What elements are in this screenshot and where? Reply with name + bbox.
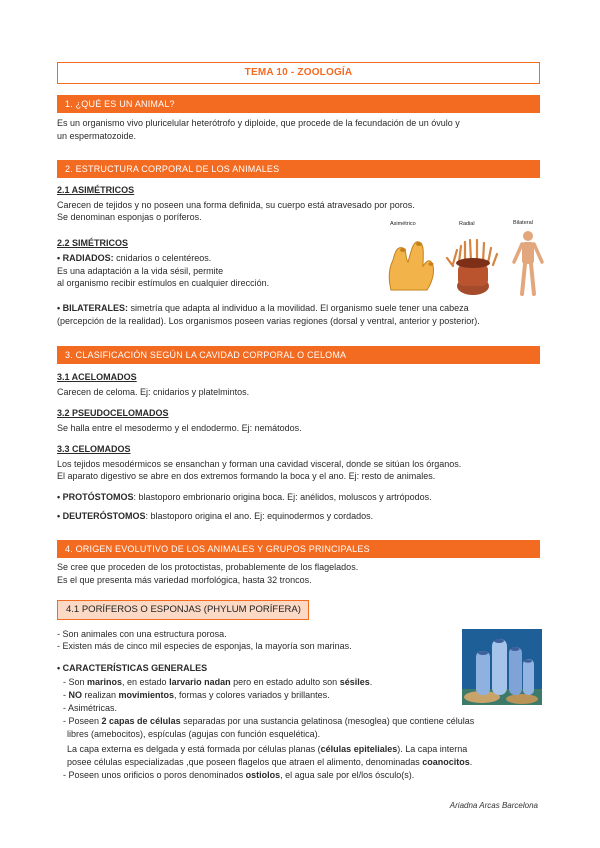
bilaterales-text: simetría que adapta al individuo a la movilidad. El organismo suele tener una cabeza <box>127 303 469 313</box>
c1-part-c: , en estado <box>122 677 170 687</box>
c7-coanocitos: coanocitos <box>422 757 470 767</box>
char-epiteliales-line <box>67 743 467 756</box>
s2-radiados-line <box>57 252 211 265</box>
char-coanocitos-line <box>67 756 472 769</box>
c1-sesiles: sésiles <box>339 677 370 687</box>
c4-capas: 2 capas de células <box>101 716 181 726</box>
deuterostomos-text: : blastoporo origina el ano. Ej: equinodermos y cordados. <box>145 511 374 521</box>
char-movimientos-line <box>63 689 330 702</box>
sponge-photo <box>462 629 542 705</box>
figure-label-radial: Radial <box>459 221 475 227</box>
bilaterales-label: • BILATERALES: <box>57 303 128 313</box>
c4-part-a: - Poseen <box>63 716 102 726</box>
anemone-illustration <box>447 240 497 295</box>
s3-pseudocelomados-text: Se halla entre el mesodermo y el endodermo. Ej: nemátodos. <box>57 423 302 433</box>
char-asimetricas-line: - Asimétricas. <box>63 703 118 713</box>
radiados-text: cnidarios o celentéreos. <box>113 253 212 263</box>
s2-asim-line-2: Se denominan esponjas o poríferos. <box>57 212 202 222</box>
s2-rad-line-3: al organismo recibir estímulos en cualquier dirección. <box>57 278 270 288</box>
c2-part-e: , formas y colores variados y brillantes. <box>174 690 330 700</box>
section-1-header: 1. ¿QUÉ ES UN ANIMAL? <box>57 95 540 113</box>
s3-protostomos-line <box>57 491 432 504</box>
c1-marinos: marinos <box>87 677 123 687</box>
c2-part-c: realizan <box>82 690 119 700</box>
s2-rad-line-2: Es una adaptación a la vida sésil, permite <box>57 266 224 276</box>
radiados-label: • RADIADOS: <box>57 253 114 263</box>
c2-movimientos: movimientos <box>118 690 175 700</box>
c6-part-c: ). La capa interna <box>397 744 468 754</box>
s3-heading-pseudocelomados: 3.2 PSEUDOCELOMADOS <box>57 408 169 418</box>
symmetry-figure <box>383 228 548 298</box>
c7-part-c: . <box>469 757 473 767</box>
char-marinos-line <box>63 676 372 689</box>
human-figure-illustration <box>514 231 542 294</box>
char-ostiolos-line <box>63 769 414 782</box>
s2-heading-asimetricos: 2.1 ASIMÉTRICOS <box>57 185 135 195</box>
s4-line-2: Es el que presenta más variedad morfológica, hasta 32 troncos. <box>57 575 312 585</box>
document-title: TEMA 10 - ZOOLOGÍA <box>57 62 540 84</box>
char-capas-line-2: libres (amebocitos), espículas (agujas con función esquelética). <box>67 729 321 739</box>
figure-label-bilateral: Bilateral <box>513 220 533 226</box>
c8-part-c: , el agua sale por el/los ósculo(s). <box>280 770 415 780</box>
c1-part-a: - Son <box>63 677 88 687</box>
caracteristicas-heading: • CARACTERÍSTICAS GENERALES <box>57 663 208 673</box>
author-footer: Ariadna Arcas Barcelona <box>449 801 538 810</box>
char-capas-line <box>63 715 474 728</box>
c2-no: NO <box>68 690 82 700</box>
c1-part-g: . <box>369 677 373 687</box>
section-4-header: 4. ORIGEN EVOLUTIVO DE LOS ANIMALES Y GRUPOS PRINCIPALES <box>57 540 540 558</box>
s1-line-1: Es un organismo vivo pluricelular heterótrofo y diploide, que procede de la fecundación de un óvulo y <box>57 118 460 128</box>
c2-part-a: - <box>63 690 69 700</box>
protostomos-label: • PROTÓSTOMOS <box>57 492 134 502</box>
figure-label-asimetrico: Asimétrico <box>390 221 416 227</box>
c6-part-a: La capa externa es delgada y está formada por células planas ( <box>67 744 321 754</box>
sponge-illustration <box>389 242 433 290</box>
s2-heading-simetricos: 2.2 SIMÉTRICOS <box>57 238 129 248</box>
s3-deuterostomos-line <box>57 510 373 523</box>
section-2-header: 2. ESTRUCTURA CORPORAL DE LOS ANIMALES <box>57 160 540 178</box>
s3-heading-celomados: 3.3 CELOMADOS <box>57 444 131 454</box>
s3-celomados-line-1: Los tejidos mesodérmicos se ensanchan y forman una cavidad visceral, donde se sitúan los órganos. <box>57 459 462 469</box>
c6-epiteliales: células epiteliales <box>320 744 398 754</box>
deuterostomos-label: • DEUTERÓSTOMOS <box>57 511 146 521</box>
porifera-line-1: - Son animales con una estructura porosa. <box>57 629 227 639</box>
s4-line-1: Se cree que proceden de los protoctistas, probablemente de los flagelados. <box>57 562 359 572</box>
s3-acelomados-text: Carecen de celoma. Ej: cnidarios y platelmintos. <box>57 387 250 397</box>
subsection-4-1-header: 4.1 PORÍFEROS O ESPONJAS (PHYLUM PORÍFERA) <box>57 600 309 620</box>
s1-line-2: un espermatozoide. <box>57 131 137 141</box>
c1-part-e: pero en estado adulto son <box>230 677 340 687</box>
s3-celomados-line-2: El aparato digestivo se abre en dos extremos formando la boca y el ano. Ej: resto de animales. <box>57 471 436 481</box>
c4-part-c: separadas por una sustancia gelatinosa (mesoglea) que contiene células <box>180 716 475 726</box>
section-3-header: 3. CLASIFICACIÓN SEGÚN LA CAVIDAD CORPORAL O CELOMA <box>57 346 540 364</box>
c1-larvario: larvario nadan <box>169 677 231 687</box>
s3-heading-acelomados: 3.1 ACELOMADOS <box>57 372 137 382</box>
s2-bil-line-2: (percepción de la realidad). Los organismos poseen varias regiones (dorsal y ventral, anterior y posterior). <box>57 316 480 326</box>
s2-asim-line-1: Carecen de tejidos y no poseen una forma definida, su cuerpo está atravesado por poros. <box>57 200 415 210</box>
c7-part-a: posee células especializadas ,que poseen flagelos que atraen el alimento, denominadas <box>67 757 423 767</box>
c8-ostiolos: ostiolos <box>245 770 281 780</box>
protostomos-text: : blastoporo embrionario origina boca. Ej: anélidos, moluscos y artrópodos. <box>133 492 432 502</box>
porifera-line-2: - Existen más de cinco mil especies de esponjas, la mayoría son marinas. <box>57 641 352 651</box>
c8-part-a: - Poseen unos orificios o poros denominados <box>63 770 246 780</box>
s2-bilaterales-line <box>57 302 469 315</box>
